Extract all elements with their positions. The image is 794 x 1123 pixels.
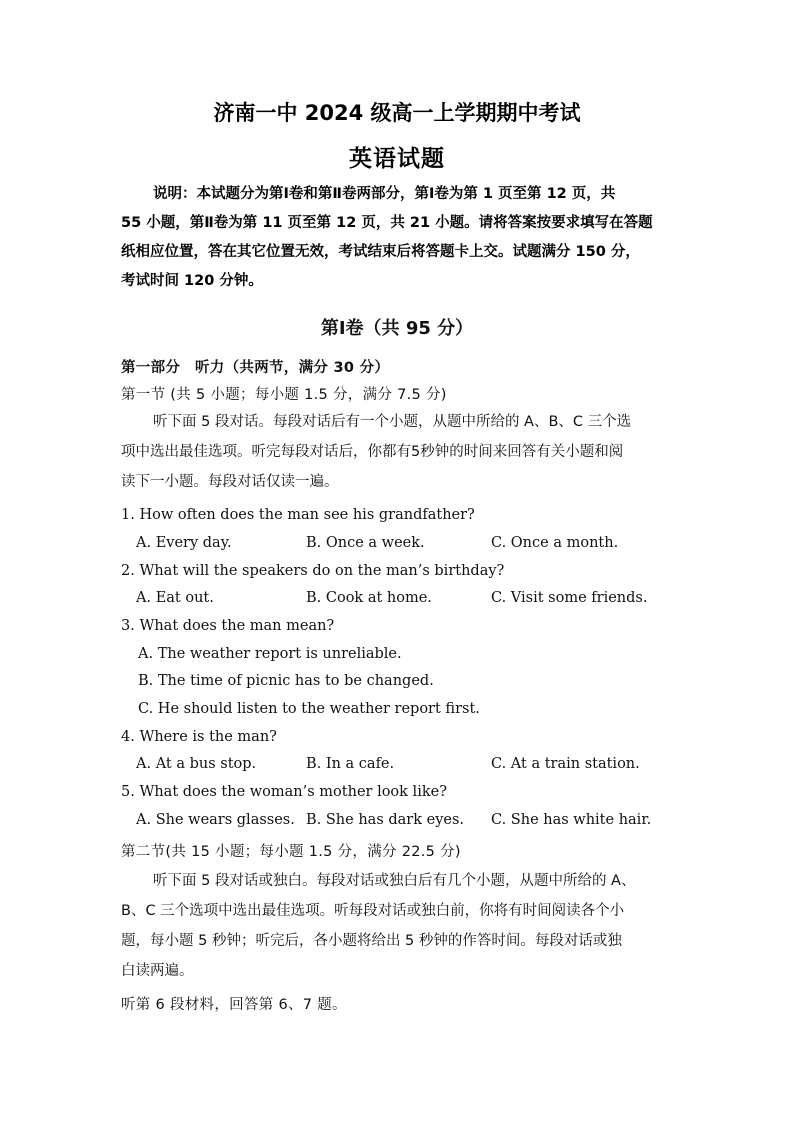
material-note: 听第 6 段材料，回答第 6、7 题。 <box>121 997 347 1013</box>
section-instructions <box>121 866 681 986</box>
question-stem: 3. What does the man mean? <box>121 618 335 634</box>
section-heading: 第二节(共 15 小题；每小题 1.5 分，满分 22.5 分) <box>121 844 461 860</box>
answer-option: C. Once a month. <box>491 535 619 551</box>
instructions-line: B、C 三个选项中选出最佳选项。听每段对话或独白前，你将有时间阅读各个小 <box>121 903 625 919</box>
instructions-line: 55 小题，第Ⅱ卷为第 11 页至第 12 页，共 21 小题。请将答案按要求填写在答题 <box>121 215 653 231</box>
volume-title: 第Ⅰ卷（共 95 分） <box>320 318 474 339</box>
answer-option: C. She has white hair. <box>491 812 652 828</box>
section-instructions <box>121 407 681 497</box>
instructions-line: 考试时间 120 分钟。 <box>121 273 263 289</box>
answer-option: C. He should listen to the weather report first. <box>138 701 480 717</box>
answer-option: C. At a train station. <box>491 756 640 772</box>
question-stem: 2. What will the speakers do on the man’s birthday? <box>121 563 505 579</box>
question-stem: 5. What does the woman’s mother look like? <box>121 784 447 800</box>
answer-option: A. At a bus stop. <box>136 756 257 772</box>
instructions-line: 听下面 5 段对话或独白。每段对话或独白后有几个小题，从题中所给的 A、 <box>153 873 636 889</box>
exam-title: 济南一中 2024 级高一上学期期中考试 <box>213 101 581 125</box>
instructions-line: 说明：本试题分为第Ⅰ卷和第Ⅱ卷两部分，第Ⅰ卷为第 1 页至第 12 页，共 <box>153 186 616 202</box>
part-heading: 第一部分 听力（共两节，满分 30 分） <box>121 360 390 376</box>
answer-option: A. She wears glasses. <box>136 812 295 828</box>
exam-instructions <box>121 180 681 296</box>
answer-option: B. Cook at home. <box>306 590 432 606</box>
instructions-line: 题，每小题 5 秒钟；听完后，各小题将给出 5 秒钟的作答时间。每段对话或独 <box>121 933 622 949</box>
answer-option: B. Once a week. <box>306 535 425 551</box>
instructions-line: 读下一小题。每段对话仅读一遍。 <box>121 474 339 490</box>
answer-option: C. Visit some friends. <box>491 590 648 606</box>
question-stem: 1. How often does the man see his grandfather? <box>121 507 475 523</box>
instructions-line: 纸相应位置，答在其它位置无效，考试结束后将答题卡上交。试题满分 150 分， <box>121 244 640 260</box>
question-stem: 4. Where is the man? <box>121 729 277 745</box>
answer-option: B. The time of picnic has to be changed. <box>138 673 434 689</box>
section-heading: 第一节 (共 5 小题；每小题 1.5 分，满分 7.5 分) <box>121 387 447 403</box>
instructions-line: 白读两遍。 <box>121 963 194 979</box>
answer-option: B. She has dark eyes. <box>306 812 465 828</box>
answer-option: B. In a cafe. <box>306 756 395 772</box>
answer-option: A. Every day. <box>136 535 232 551</box>
answer-option: A. Eat out. <box>136 590 214 606</box>
instructions-line: 项中选出最佳选项。听完每段对话后，你都有5秒钟的时间来回答有关小题和阅 <box>121 444 624 460</box>
answer-option: A. The weather report is unreliable. <box>138 646 402 662</box>
instructions-line: 听下面 5 段对话。每段对话后有一个小题，从题中所给的 A、B、C 三个选 <box>153 414 632 430</box>
subject-title: 英语试题 <box>349 146 445 172</box>
